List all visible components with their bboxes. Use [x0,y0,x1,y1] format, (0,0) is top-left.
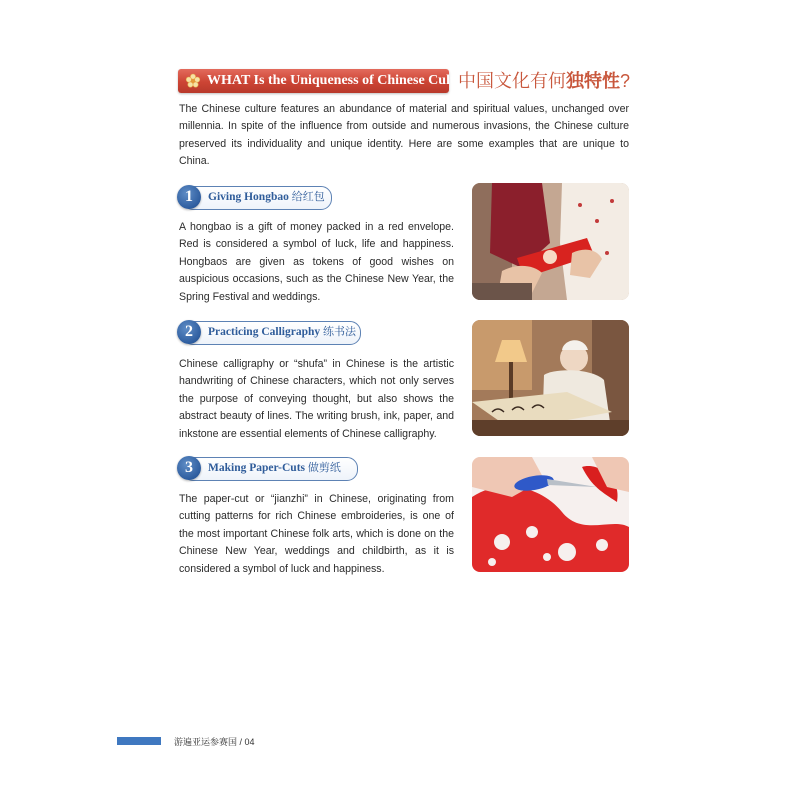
section-1-body: A hongbao is a gift of money packed in a red envelope. Red is considered a symbol of luck, life and happiness. Hongbaos are given as tokens of good wishes on auspicious occasions, such as the Chinese New Year, the Spring Festival and weddings. [179,221,454,303]
page-title: WHAT Is the Uniqueness of Chinese Culture? [207,73,482,88]
section-3-body: The paper-cut or “jianzhi” in Chinese, originating from cutting patterns for rich Chinese embroideries, is one of the most important Chinese folk arts, which is done on the Chinese New Year, weddings and childbirth, as it is considered a symbol of luck and happiness. [179,493,454,575]
intro-paragraph: The Chinese culture features an abundance of material and spiritual values, unchanged over millennia. In spite of the influence from outside and numerous invasions, the Chinese culture preserved its individuality and unique identity. Here are some examples that are unique to China. [179,103,629,168]
calligraphy-photo [472,320,629,436]
section-2-title: Practicing Calligraphy 练书法 [208,325,356,338]
footer-bar [117,737,161,745]
flower-icon [185,73,201,89]
footer-page-label: 游遍亚运参赛国 / 04 [174,737,255,747]
section-1-title: Giving Hongbao 给红包 [208,190,325,203]
section-2-number: 2 [177,320,201,344]
hongbao-photo [472,183,629,300]
section-1-number: 1 [177,185,201,209]
section-3-number: 3 [177,456,201,480]
section-3-title: Making Paper-Cuts 做剪纸 [208,461,341,474]
page-title-zh: 中国文化有何独特性? [458,71,631,91]
paper-cut-photo [472,457,629,572]
section-2-body: Chinese calligraphy or “shufa” in Chinese is the artistic handwriting of Chinese characters, which not only serves the purpose of conveying thought, but also shows the abstract beauty of lines. The writing brush, ink, paper, and inkstone are essential elements of Chinese calligraphy. [179,358,454,440]
